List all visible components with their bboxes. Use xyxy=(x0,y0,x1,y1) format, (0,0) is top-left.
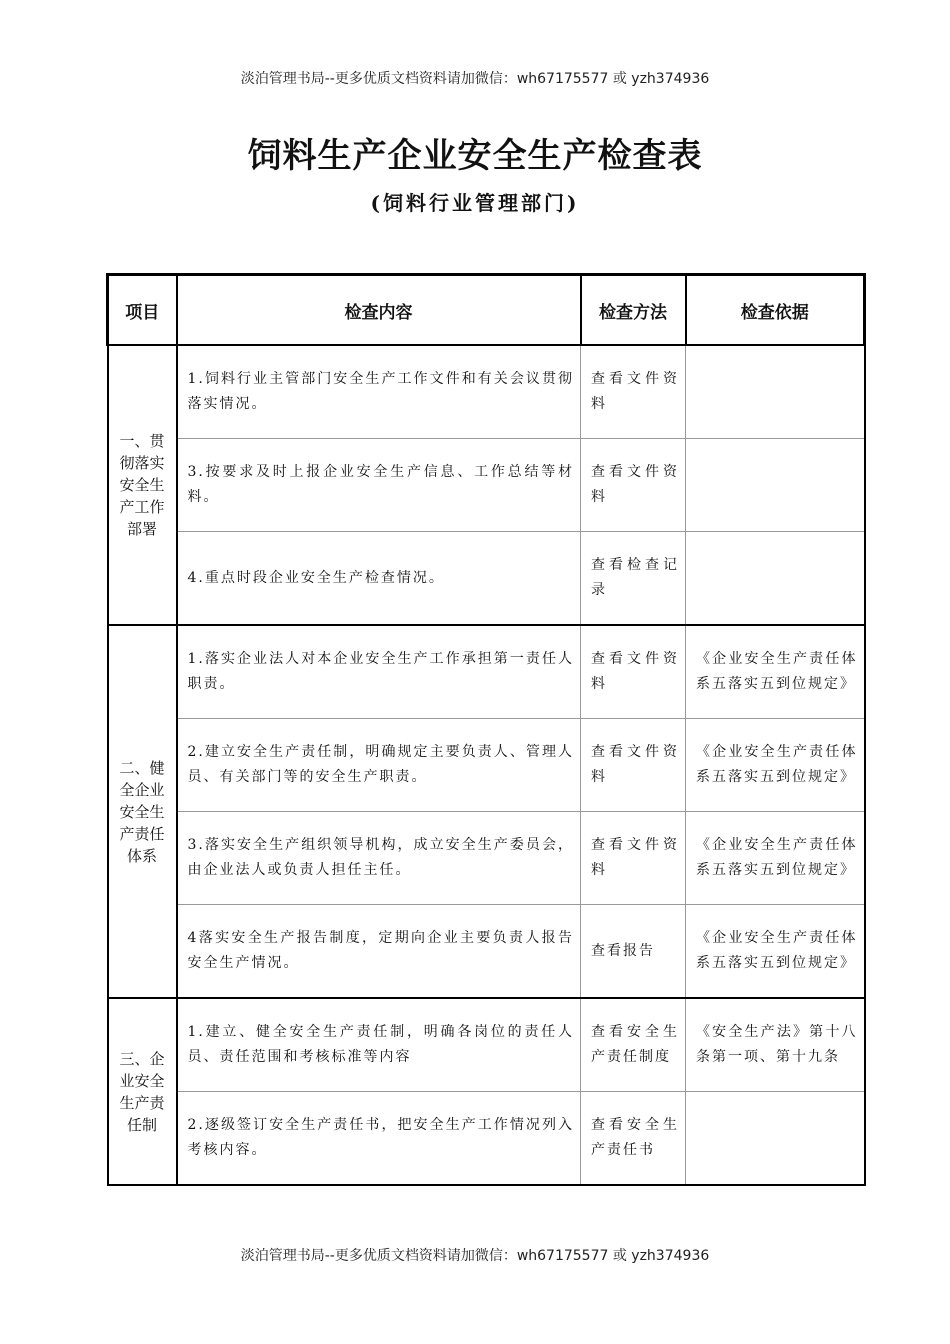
check-content: 3.落实安全生产组织领导机构，成立安全生产委员会，由企业法人或负责人担任主任。 xyxy=(177,812,581,905)
check-basis: 《企业安全生产责任体系五落实五到位规定》 xyxy=(686,812,865,905)
check-content: 1.落实企业法人对本企业安全生产工作承担第一责任人职责。 xyxy=(177,625,581,719)
group-item-label: 二、健全企业安全生产责任体系 xyxy=(108,625,177,998)
check-method: 查看文件资料 xyxy=(581,345,686,439)
check-content: 4落实安全生产报告制度，定期向企业主要负责人报告安全生产情况。 xyxy=(177,905,581,999)
group-item-label: 一、贯彻落实安全生产工作部署 xyxy=(108,345,177,625)
header-note: 淡泊管理书局--更多优质文档资料请加微信：wh67175577 或 yzh374936 xyxy=(240,71,710,87)
footer-note: 淡泊管理书局--更多优质文档资料请加微信：wh67175577 或 yzh374936 xyxy=(240,1248,710,1264)
check-method: 查看文件资料 xyxy=(581,812,686,905)
table-row xyxy=(108,532,865,626)
check-method: 查看文件资料 xyxy=(581,625,686,719)
header-basis: 检查依据 xyxy=(686,275,865,346)
check-content: 1.建立、健全安全生产责任制，明确各岗位的责任人员、责任范围和考核标准等内容 xyxy=(177,998,581,1092)
check-content: 3.按要求及时上报企业安全生产信息、工作总结等材料。 xyxy=(177,439,581,532)
table-row xyxy=(108,439,865,532)
table-row xyxy=(108,625,865,719)
check-content: 1.饲料行业主管部门安全生产工作文件和有关会议贯彻落实情况。 xyxy=(177,345,581,439)
check-method: 查看检查记录 xyxy=(581,532,686,626)
check-content: 2.逐级签订安全生产责任书，把安全生产工作情况列入考核内容。 xyxy=(177,1092,581,1186)
check-basis: 《企业安全生产责任体系五落实五到位规定》 xyxy=(686,719,865,812)
check-basis: 《安全生产法》第十八条第一项、第十九条 xyxy=(686,998,865,1092)
check-basis xyxy=(686,345,865,439)
header-content: 检查内容 xyxy=(177,275,581,346)
check-method: 查看安全生产责任制度 xyxy=(581,998,686,1092)
table-row xyxy=(108,905,865,999)
check-method: 查看文件资料 xyxy=(581,439,686,532)
table-row xyxy=(108,1092,865,1186)
table-row xyxy=(108,345,865,439)
header-item: 项目 xyxy=(108,275,177,346)
check-basis xyxy=(686,439,865,532)
check-basis: 《企业安全生产责任体系五落实五到位规定》 xyxy=(686,905,865,999)
check-basis xyxy=(686,1092,865,1186)
check-method: 查看安全生产责任书 xyxy=(581,1092,686,1186)
header-method: 检查方法 xyxy=(581,275,686,346)
check-method: 查看文件资料 xyxy=(581,719,686,812)
check-basis xyxy=(686,532,865,626)
check-content: 4.重点时段企业安全生产检查情况。 xyxy=(177,532,581,626)
inspection-table xyxy=(106,273,866,1186)
table-row xyxy=(108,719,865,812)
page-subtitle: (饲料行业管理部门) xyxy=(370,191,580,215)
table-row xyxy=(108,812,865,905)
check-basis: 《企业安全生产责任体系五落实五到位规定》 xyxy=(686,625,865,719)
table-row xyxy=(108,998,865,1092)
page-title: 饲料生产企业安全生产检查表 xyxy=(247,136,703,176)
group-item-label: 三、企业安全生产责任制 xyxy=(108,998,177,1185)
check-content: 2.建立安全生产责任制，明确规定主要负责人、管理人员、有关部门等的安全生产职责。 xyxy=(177,719,581,812)
table-header-row xyxy=(108,275,865,346)
check-method: 查看报告 xyxy=(581,905,686,999)
